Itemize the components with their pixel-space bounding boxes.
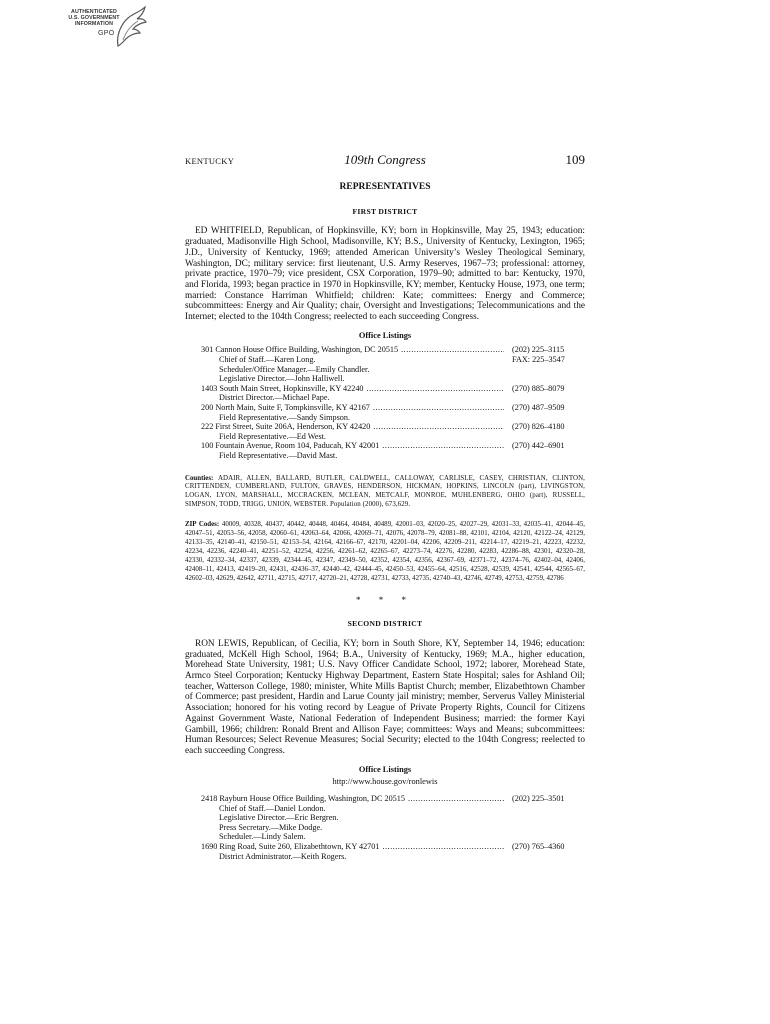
congress-title: 109th Congress [344,152,426,167]
staff-member: Field Representative.—Sandy Simpson. [219,412,350,422]
district-section [185,619,585,861]
website-url[interactable]: http://www.house.gov/ronlewis [332,777,438,787]
page-content [185,182,585,875]
office-phone: (270) 826–4180 [512,422,565,432]
eagle-icon [114,6,148,48]
leader-dots [408,794,504,804]
leader-dots [401,345,504,355]
zip-codes-list: 40009, 40328, 40437, 40442, 40448, 40464, 40484, 40489, 42001–03, 42020–25, 42027–29, 42031–33, 42035–41, 42044–45, 42047–51, 42053–56, 42058, 42060–61, 42063–64, 42066, 42069–71, 42076, 42078–79, 42081–88, 42101, 42104, 42120, 42122–24, 42129, 42133–35, 42140–41, 42150–51, 42153–54, 42164, 42166–67, 42170, 42201–04, 42206, 42209–211, 42214–17, 42219–21, 42223, 42232, 42234, 42236, 42240–41, 42251–52, 42254, 42256, 42261–62, 42265–67, 42273–74, 42276, 42280, 42283, 42286–88, 42301, 42320–28, 42330, 42332–34, 42337, 42339, 42344–45, 42347, 42349–50, 42352, 42354, 42356, 42367–69, 42371–72, 42374–76, 42402–04, 42406, 42408–11, 42413, 42419–20, 42431, 42436–37, 42440–42, 42444–45, 42450–53, 42455–64, 42516, 42528, 42539, 42541, 42544, 42565–67, 42602–03, 42629, 42642, 42711, 42715, 42717, 42720–21, 42728, 42731, 42733, 42735, 42740–43, 42746, 42749, 42753, 42759, 42786 [185,521,586,582]
office-phone [512,345,565,364]
staff-member: Chief of Staff.—Karen Long. [219,355,316,365]
office-phone: (270) 487–9509 [512,403,565,412]
staff-member: District Administrator.—Keith Rogers. [219,851,347,861]
office-entry [185,441,585,460]
office-phone: (270) 442–6901 [512,441,565,451]
staff-member: Scheduler/Office Manager.—Emily Chandler. [219,364,370,374]
leader-dots [373,422,504,432]
office-address: 1690 Ring Road, Suite 260, Elizabethtown, KY 42701 [201,842,380,852]
office-entry [185,384,585,403]
seal-line: INFORMATION [74,21,114,27]
seal-gpo-text: GPO [98,30,115,37]
office-entry [185,794,585,842]
office-entry [185,345,585,383]
representative-bio: RON LEWIS, Republican, of Cecilia, KY; born in South Shore, KY, September 14, 1946; education: graduated, McKell High School, 1964; B.A., University of Kentucky, 1969; M.A., higher education, Morehead State University, 1981; U.S. Navy Officer Candidate School, 1972; laborer, Morehead State, Armco Steel Corporation; Kentucky Highway Department, Eastern State Hospital; sales for Ashland Oil; teacher, Watterson College, 1980; minister, White Mills Baptist Church; member, Elizabethtown Chamber of Commerce; past president, Hardin and Larue County jail ministry; member, Serverus Valley Ministerial Association; honored for his voting record by League of Private Property Rights, Council for Citizens Against Government Waste, National Federation of Independent Business; married: the former Kayi Gambill, 1966; children: Ronald Brent and Allison Faye; committees: Ways and Means; subcommittees: Human Resources; Select Revenue Measures; Social Security; elected to the 104th Congress; reelected to each succeeding Congress. [185,638,585,756]
counties-block [185,475,585,511]
seal-line: AUTHENTICATED [71,9,117,15]
office-phone: (270) 765–4360 [512,842,565,852]
district-section [185,207,585,584]
staff-member: Field Representative.—David Mast. [219,450,338,460]
office-address: 1403 South Main Street, Hopkinsville, KY 42240 [201,383,364,393]
leader-dots [382,842,504,852]
seal-line: U.S. GOVERNMENT [68,15,120,21]
running-head [185,152,585,170]
office-address: 100 Fountain Avenue, Room 104, Paducah, KY 42001 [201,441,380,451]
section-title: REPRESENTATIVES [339,182,431,192]
zip-codes-block [185,521,585,583]
office-address: 222 First Street, Suite 206A, Henderson, KY 42420 [201,422,371,432]
gpo-authentication-seal [62,6,148,48]
staff-member: Field Representative.—Ed West. [219,431,326,441]
office-listings-heading: Office Listings [358,330,412,340]
office-phone: (202) 225–3501 [512,794,565,804]
zip-codes-label: ZIP Codes: [185,521,220,529]
staff-member: Press Secretary.—Mike Dodge. [219,822,323,832]
staff-member: Chief of Staff.—Daniel London. [219,803,326,813]
office-address: 2418 Rayburn House Office Building, Washington, DC 20515 [201,794,405,804]
office-list [185,345,585,460]
leader-dots [373,403,504,413]
counties-label: Counties: [185,474,214,482]
leader-dots [367,384,504,394]
staff-member: District Director.—Michael Pape. [219,393,330,403]
staff-member: Scheduler.—Lindy Salem. [219,832,306,842]
office-listings-heading: Office Listings [358,764,412,774]
fax-number: FAX: 225–3547 [512,355,565,365]
state-name: KENTUCKY [185,156,235,166]
leader-dots [382,441,504,451]
office-list [185,794,585,861]
office-entry [185,403,585,422]
office-entry [185,842,585,861]
counties-list: ADAIR, ALLEN, BALLARD, BUTLER, CALDWELL, CALLOWAY, CARLISLE, CASEY, CHRISTIAN, CLINTON, CRITTENDEN, CUMBERLAND, FULTON, GRAVES, HENDERSON, HICKMAN, HOPKINS, LINCOLN (part), LIVINGSTON, LOGAN, LYON, MARSHALL, MCCRACKEN, MCLEAN, METCALF, MONROE, MUHLENBERG, OHIO (part), RUSSELL, SIMPSON, TODD, TRIGG, UNION, WEBSTER. Population (2000), 673,629. [185,474,585,509]
office-phone: (270) 885–8079 [512,383,565,393]
section-separator: * * * [356,594,414,605]
district-heading: FIRST DISTRICT [352,206,418,216]
district-heading: SECOND DISTRICT [347,619,423,629]
office-address: 200 North Main, Suite F, Tompkinsville, KY 42167 [201,403,370,412]
staff-member: Legislative Director.—Eric Bergren. [219,813,339,823]
office-address: 301 Cannon House Office Building, Washington, DC 20515 [201,345,399,355]
representative-bio: ED WHITFIELD, Republican, of Hopkinsville, KY; born in Hopkinsville, May 25, 1943; education: graduated, Madisonville High School, Madisonville, KY; B.S., University of Kentucky, Lexington, 1965; J.D., University of Kentucky, 1969; attended American University’s Wesley Theological Seminary, Washington, DC; military service: first lieutenant, U.S. Army Reserves, 1967–73; professional: attorney, private practice, 1970–79; vice president, CSX Corporation, 1979–90; admitted to bar: Kentucky, 1970, and Florida, 1993; began practice in 1970 in Hopkinsville, KY; member, Kentucky House, 1973, one term; married: Constance Harriman Whitfield; children: Kate; committees: Energy and Commerce; subcommittees: Energy and Air Quality; chair, Oversight and Investigations; Telecommunications and the Internet; elected to the 104th Congress; reelected to each succeeding Congress. [185,226,585,323]
phone-number: (202) 225–3115 [512,345,565,355]
staff-member: Legislative Director.—John Halliwell. [219,374,345,384]
office-entry [185,422,585,441]
page-number: 109 [565,152,585,167]
